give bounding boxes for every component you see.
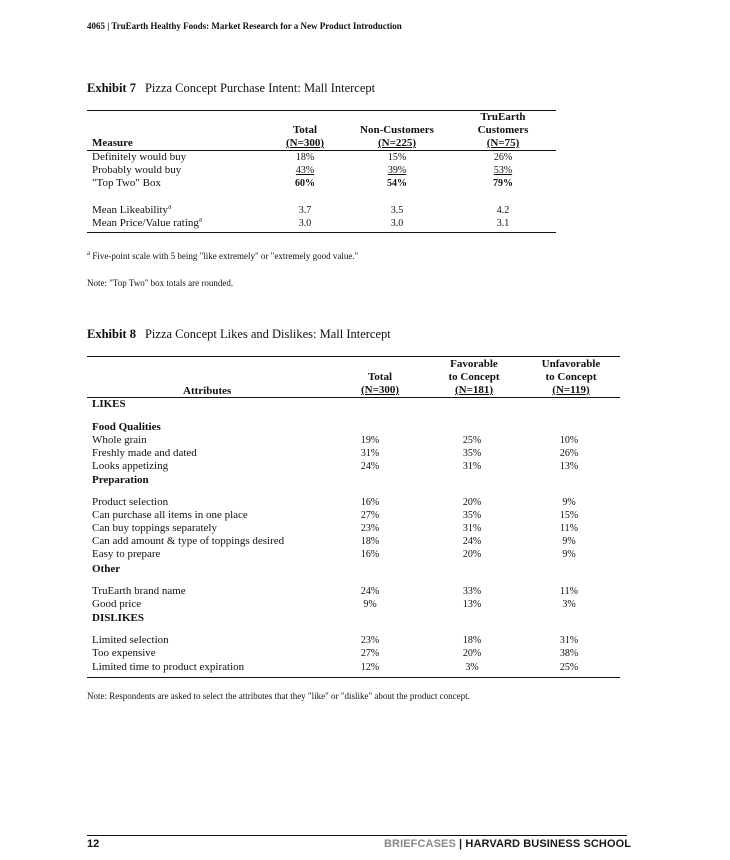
ex8-cell: 26% [559, 448, 579, 459]
ex8-cell: 9% [562, 497, 576, 508]
ex8-col-fav-title1: Favorable [450, 358, 498, 370]
ex8-col-attributes: Attributes [183, 385, 232, 397]
ex8-note: Note: Respondents are asked to select the attributes that they "like" or "dislike" about the product concept. [87, 691, 470, 701]
ex8-col-unfav-title1: Unfavorable [541, 358, 601, 370]
exhibit7-label: Exhibit 7 [87, 81, 136, 95]
ex8-cell: 33% [462, 586, 482, 597]
ex8-cell: 11% [560, 586, 578, 597]
ex8-cell: 9% [562, 536, 576, 547]
ex8-cell: 31% [360, 448, 380, 459]
ex8-cell: 9% [363, 599, 377, 610]
ex8-cell: 20% [462, 648, 482, 659]
ex8-cell: 16% [360, 497, 380, 508]
ex8-cell: 16% [360, 549, 380, 560]
other-heading: Other [92, 563, 121, 575]
ex8-cell: 24% [360, 586, 380, 597]
footer-brand [384, 838, 631, 850]
ex7-bottom-rule [87, 232, 556, 233]
ex8-row-label: Freshly made and dated [92, 447, 197, 459]
ex7-row-label-likeability: Mean Likeability$^a$ [92, 202, 172, 216]
ex8-cell: 31% [559, 635, 579, 646]
footnote-marker: a [168, 202, 172, 211]
ex7-cell: 15% [387, 152, 407, 163]
ex8-cell: 23% [360, 523, 380, 534]
ex7-row-label: "Top Two" Box [92, 177, 161, 189]
ex7-row-label-price: Mean Price/Value rating$^a$ [92, 215, 203, 229]
ex8-cell: 38% [559, 648, 579, 659]
ex8-row-label: Easy to prepare [92, 548, 161, 560]
ex8-row-label: Limited time to product expiration [92, 661, 245, 673]
ex7-cell: 3.7 [298, 205, 312, 216]
ex8-row-label: TruEarth brand name [92, 585, 186, 597]
ex8-col-fav-n: (N=181) [454, 384, 494, 396]
ex7-cell: 18% [295, 152, 315, 163]
ex7-col-tru-n: (N=75) [486, 137, 520, 149]
ex8-row-label: Looks appetizing [92, 460, 169, 472]
ex8-cell: 13% [462, 599, 482, 610]
ex7-col-tru-title2: Customers [477, 124, 529, 136]
ex8-row-label: Can purchase all items in one place [92, 509, 248, 521]
ex8-header-rule [87, 397, 620, 398]
ex7-cell: 43% [295, 165, 315, 176]
ex8-col-unfav-n: (N=119) [552, 384, 590, 396]
ex8-row-label: Product selection [92, 496, 169, 508]
ex7-note: Note: "Top Two" box totals are rounded. [87, 278, 234, 288]
ex7-row-label: Definitely would buy [92, 151, 187, 163]
preparation-heading: Preparation [92, 474, 149, 486]
ex8-cell: 20% [462, 497, 482, 508]
ex8-cell: 27% [360, 510, 380, 521]
ex8-cell: 19% [360, 435, 380, 446]
ex8-cell: 10% [559, 435, 579, 446]
briefcases-label: BRIEFCASES [384, 838, 456, 850]
likes-heading: LIKES [92, 398, 126, 410]
ex7-cell: 60% [295, 178, 315, 189]
ex8-cell: 24% [462, 536, 482, 547]
exhibit8-top-rule [87, 356, 620, 357]
exhibit8-title: Pizza Concept Likes and Dislikes: Mall Intercept [144, 327, 391, 341]
ex8-cell: 13% [559, 461, 579, 472]
exhibit8-label: Exhibit 8 [87, 327, 136, 341]
ex8-row-label: Too expensive [92, 647, 156, 659]
ex7-cell: 39% [387, 165, 407, 176]
ex8-col-total-title: Total [367, 371, 393, 383]
page-header: 4065 | TruEarth Healthy Foods: Market Research for a New Product Introduction [87, 21, 402, 31]
ex7-cell: 4.2 [496, 205, 510, 216]
ex7-footnote: $^a$ Five-point scale with 5 being "like extremely" or "extremely good value." [87, 249, 359, 261]
footnote-marker: a [198, 215, 203, 224]
ex8-row-label: Whole grain [92, 434, 147, 446]
ex7-cell: 3.0 [298, 218, 312, 229]
exhibit8-title-block [87, 327, 391, 342]
ex8-cell: 35% [462, 448, 482, 459]
ex7-col-non-n: (N=225) [377, 137, 417, 149]
ex7-col-tru-title1: TruEarth [480, 111, 526, 123]
ex8-bottom-rule [87, 677, 620, 678]
ex8-cell: 24% [360, 461, 380, 472]
ex8-cell: 23% [360, 635, 380, 646]
ex7-row-label: Probably would buy [92, 164, 182, 176]
ex8-row-label: Can add amount & type of toppings desired [92, 535, 285, 547]
ex8-row-label: Good price [92, 598, 142, 610]
ex8-col-fav-title2: to Concept [448, 371, 500, 383]
ex7-cell: 3.0 [390, 218, 404, 229]
hbs-label: HARVARD BUSINESS SCHOOL [465, 838, 632, 850]
ex7-cell: 3.1 [496, 218, 510, 229]
ex8-cell: 18% [360, 536, 380, 547]
ex8-cell: 31% [462, 461, 482, 472]
ex8-cell: 18% [462, 635, 482, 646]
ex8-cell: 25% [559, 662, 579, 673]
ex7-col-total-title: Total [292, 124, 318, 136]
exhibit7-title: Pizza Concept Purchase Intent: Mall Intercept [144, 81, 376, 95]
ex8-cell: 11% [560, 523, 578, 534]
ex8-cell: 35% [462, 510, 482, 521]
food-qualities-heading: Food Qualities [92, 421, 161, 433]
ex8-col-total-n: (N=300) [360, 384, 400, 396]
ex7-cell: 54% [387, 178, 407, 189]
ex8-cell: 31% [462, 523, 482, 534]
ex8-cell: 12% [360, 662, 380, 673]
ex8-col-unfav-title2: to Concept [545, 371, 597, 383]
footer-separator: | [455, 838, 466, 850]
footer-rule [87, 835, 627, 836]
ex7-col-non-title: Non-Customers [360, 124, 434, 136]
page-number: 12 [87, 838, 100, 850]
ex8-cell: 3% [562, 599, 576, 610]
ex7-col-measure: Measure [92, 137, 133, 149]
dislikes-heading: DISLIKES [92, 612, 144, 624]
ex7-cell: 26% [493, 152, 513, 163]
ex8-cell: 9% [562, 549, 576, 560]
ex7-cell: 79% [493, 178, 513, 189]
ex8-cell: 3% [465, 662, 479, 673]
ex8-cell: 25% [462, 435, 482, 446]
exhibit7-title-block [87, 81, 375, 96]
ex7-col-total-n: (N=300) [285, 137, 325, 149]
ex8-row-label: Can buy toppings separately [92, 522, 217, 534]
ex7-cell: 3.5 [390, 205, 404, 216]
ex8-row-label: Limited selection [92, 634, 169, 646]
ex8-cell: 15% [559, 510, 579, 521]
ex8-cell: 27% [360, 648, 380, 659]
ex8-cell: 20% [462, 549, 482, 560]
ex7-cell: 53% [493, 165, 513, 176]
